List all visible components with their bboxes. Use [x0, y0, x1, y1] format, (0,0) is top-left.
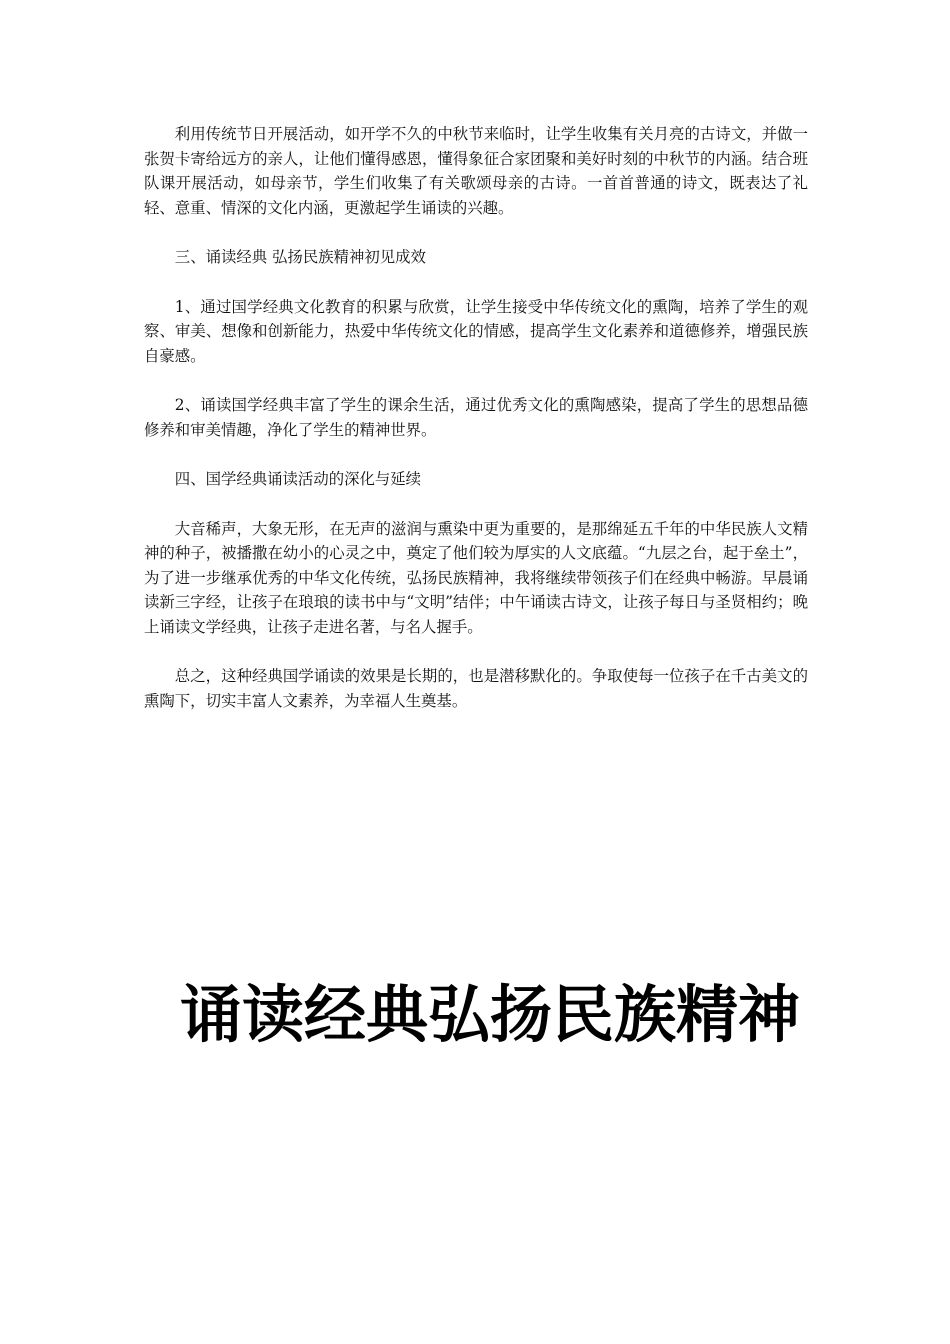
paragraph-gap	[144, 220, 808, 245]
paragraph-gap	[144, 368, 808, 393]
document-title: 诵读经典弘扬民族精神	[179, 978, 800, 1051]
paragraph-gap	[144, 492, 808, 517]
paragraph-gap	[144, 639, 808, 664]
paragraph-result-two: 2、诵读国学经典丰富了学生的课余生活，通过优秀文化的熏陶感染，提高了学生的思想品德修养和审美情趣，净化了学生的精神世界。	[144, 396, 808, 439]
paragraph-continuation: 大音稀声，大象无形，在无声的滋润与熏染中更为重要的，是那绵延五千年的中华民族人文精神的种子，被播撒在幼小的心灵之中，奠定了他们较为厚实的人文底蕴。“九层之台，起于垒土”，为了进一步继承优秀的中华文化传统，弘扬民族精神，我将继续带领孩子们在经典中畅游。早晨诵读新三字经，让孩子在琅琅的读书中与“文明”结伴；中午诵读古诗文，让孩子每日与圣贤相约；晚上诵读文学经典，让孩子走进名著，与名人握手。	[144, 519, 808, 636]
paragraph-conclusion: 总之，这种经典国学诵读的效果是长期的，也是潜移默化的。争取使每一位孩子在千古美文的熏陶下，切实丰富人文素养，为幸福人生奠基。	[144, 667, 808, 710]
paragraph-festival-activities: 利用传统节日开展活动，如开学不久的中秋节来临时，让学生收集有关月亮的古诗文，并做一张贺卡寄给远方的亲人，让他们懂得感恩，懂得象征合家团聚和美好时刻的中秋节的内涵。结合班队课开展活动，如母亲节，学生们收集了有关歌颂母亲的古诗。一首首普通的诗文，既表达了礼轻、意重、情深的文化内涵，更激起学生诵读的兴趣。	[144, 125, 808, 217]
paragraph-gap	[144, 442, 808, 467]
paragraph-gap	[144, 270, 808, 295]
document-body	[144, 122, 808, 713]
section-heading-four: 四、国学经典诵读活动的深化与延续	[174, 470, 422, 488]
section-heading-three: 三、诵读经典 弘扬民族精神初见成效	[174, 248, 426, 266]
paragraph-result-one: 1、通过国学经典文化教育的积累与欣赏，让学生接受中华传统文化的熏陶，培养了学生的观察、审美、想像和创新能力，热爱中华传统文化的情感，提高学生文化素养和道德修养，增强民族自豪感。	[144, 297, 808, 365]
